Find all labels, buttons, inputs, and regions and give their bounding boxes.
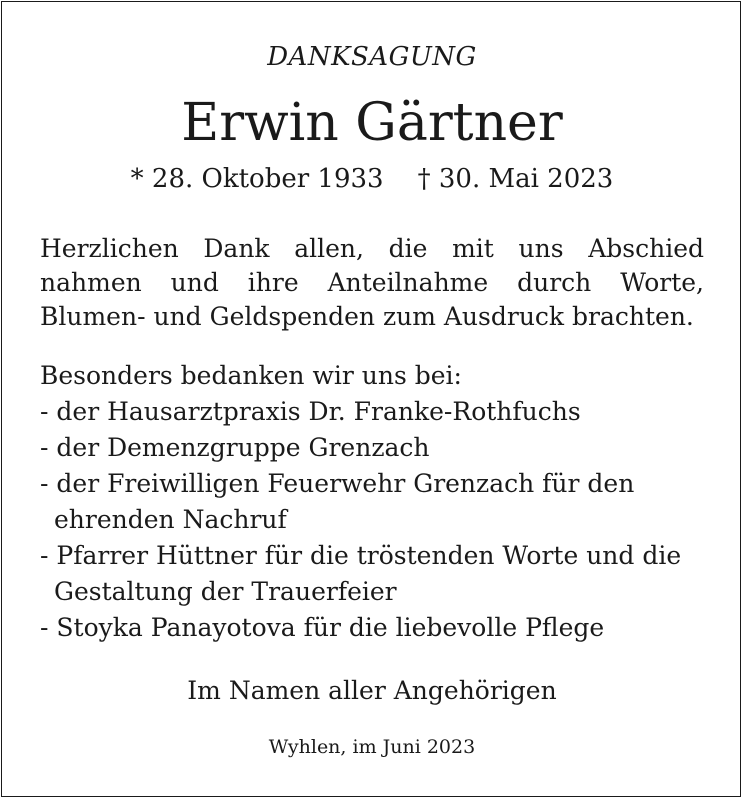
list-item-continuation: ehrenden Nachruf <box>54 505 287 534</box>
thanks-line: nahmen und ihre Anteilnahme durch Worte, <box>40 268 704 297</box>
closing-signature: Im Namen aller Angehörigen <box>187 676 557 705</box>
special-thanks <box>40 358 720 646</box>
deceased-name: Erwin Gärtner <box>181 93 563 153</box>
death-date: † 30. Mai 2023 <box>417 164 614 194</box>
list-item <box>40 394 720 430</box>
special-thanks-intro: Besonders bedanken wir uns bei: <box>40 361 462 390</box>
list-item-text: - der Demenzgruppe Grenzach <box>40 433 430 462</box>
list-item-text: - der Freiwilligen Feuerwehr Grenzach für den <box>40 469 635 498</box>
list-item <box>40 430 720 466</box>
list-item <box>40 538 720 610</box>
list-item <box>40 466 720 538</box>
thanks-paragraph <box>40 232 704 334</box>
place-date: Wyhlen, im Juni 2023 <box>268 736 476 758</box>
list-item-text: - Stoyka Panayotova für die liebevolle Pflege <box>40 613 605 642</box>
thanks-line: Herzlichen Dank allen, die mit uns Abschied <box>40 234 704 263</box>
list-item-text: - Pfarrer Hüttner für die tröstenden Worte und die <box>40 541 682 570</box>
list-item-continuation: Gestaltung der Trauerfeier <box>54 577 397 606</box>
life-dates <box>0 162 744 196</box>
notice-heading: DANKSAGUNG <box>267 42 477 72</box>
list-item <box>40 610 720 646</box>
thanks-line: Blumen- und Geldspenden zum Ausdruck brachten. <box>40 302 694 331</box>
list-item-text: - der Hausarztpraxis Dr. Franke-Rothfuchs <box>40 397 581 426</box>
birth-date: * 28. Oktober 1933 <box>130 164 384 194</box>
